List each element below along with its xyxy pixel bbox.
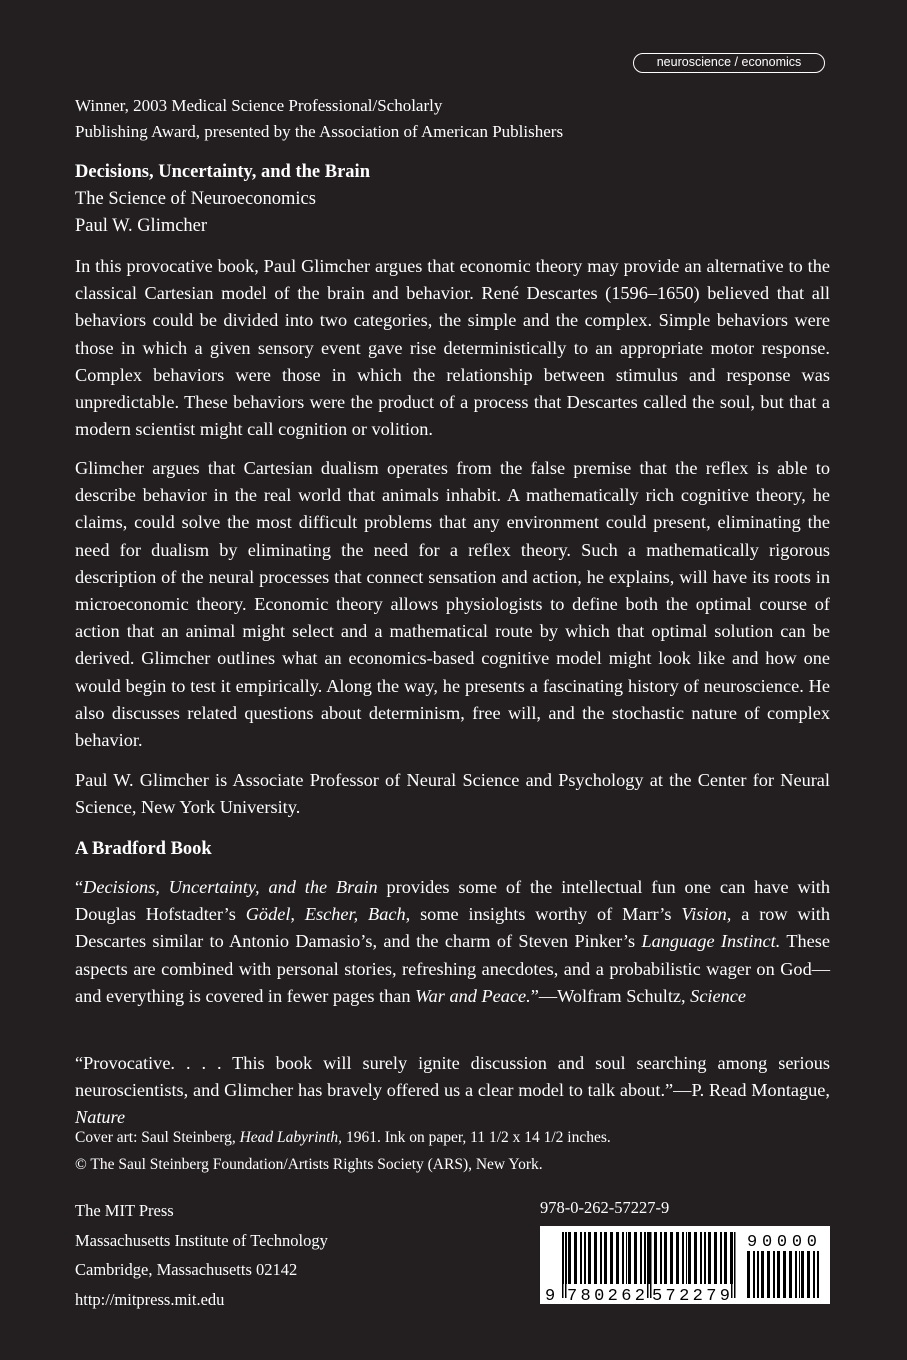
barcode-bar [604,1232,607,1284]
review-quote-2 [75,1050,830,1132]
publisher-name: The MIT Press [75,1201,174,1220]
award-line-2: Publishing Award, presented by the Association of American Publishers [75,121,564,141]
barcode-bar [720,1232,722,1284]
barcode-bar [622,1232,624,1284]
barcode-guard-bar [647,1232,649,1298]
quote-title-geb: Gödel, Escher, Bach, [245,904,411,925]
award-notice [75,93,835,144]
imprint-label: A Bradford Book [75,839,212,859]
barcode-bar [688,1232,691,1284]
isbn-number: 978-0-262-57227-9 [540,1198,670,1217]
barcode-bar [616,1232,619,1284]
barcode-bar [724,1232,727,1284]
barcode-bar [757,1251,759,1298]
award-line-1: Winner, 2003 Medical Science Professional/Scholarly [75,96,443,115]
category-tag: neuroscience / economics [633,53,825,73]
barcode-bar [700,1232,702,1284]
quote-attribution: ”—Wolfram Schultz, [530,985,691,1006]
author-bio: Paul W. Glimcher is Associate Professor of Neural Science and Psychology at the Center for Neural Science, New York University. [75,770,830,818]
barcode-bar [682,1232,684,1284]
cover-art-suffix: 1961. Ink on paper, 11 1/2 x 14 1/2 inches. [342,1129,611,1146]
quote-source: Nature [75,1107,126,1128]
cover-art-credit [75,1124,835,1178]
quote-text: a row with Descartes similar to Antonio Damasio’s, and the charm of Steven Pinker’s [75,904,831,952]
barcode-bar [580,1232,582,1284]
barcode-bar [773,1251,775,1298]
description-paragraph-2: Glimcher argues that Cartesian dualism operates from the false premise that the reflex is able to describe behavior in the real world that animals inhabit. A mathematically rich cognitive theory, he claims, could solve the most difficult problems that any environment could present, eliminating the need for dualism by eliminating the need for a reflex theory. Such a mathematically rigorous description of the neural processes that connect sensation and action, he explains, will have its roots in microeconomic theory. Economic theory allows physiologists to define both the optimal course of action that an animal might select and a mathematical route by which that optimal solution can be derived. Glimcher outlines what an economics-based cognitive model might look like and how one would begin to test it empirically. Along the way, he presents a fascinating history of neuroscience. He also discusses related questions about determinism, free will, and the stochastic nature of complex behavior. [75,458,830,751]
barcode-graphic [540,1226,830,1304]
publisher-institution: Massachusetts Institute of Technology [75,1230,328,1250]
barcode-bar [628,1232,631,1284]
barcode-leading-digit: 9 [545,1287,556,1304]
barcode-guard-bar [731,1232,733,1298]
barcode-bar [610,1232,613,1284]
barcode-addon-digits: 90000 [747,1233,817,1252]
cover-art-line [75,1124,835,1151]
description-paragraph-1: In this provocative book, Paul Glimcher argues that economic theory may provide an alternative to the classical Cartesian model of the brain and behavior. René Descartes (1596–1650) believed that all behaviors could be divided into two categories, the simple and the complex. Simple behaviors were those in which a given sensory event gave rise deterministically to an appropriate motor response. Complex behaviors were those in which the relationship between stimulus and response was unpredictable. These behaviors were the product of a process that Descartes called the soul, but that a modern scientist might call cognition or volition. [75,256,830,440]
barcode-bar [747,1251,750,1298]
barcode-guard-bar [734,1232,736,1298]
barcode-bar [654,1232,657,1284]
quote-source: Science [690,985,746,1006]
book-title: Decisions, Uncertainty, and the Brain [75,162,370,182]
barcode-bar [777,1251,780,1298]
quote-text: “Provocative. . . . This book will surely ignite discussion and soul searching among serious neuroscientists, and Glimcher has bravely offered us a clear model to talk about.”—P. Read Montague, [75,1053,830,1101]
quote-text: These aspects are combined with personal stories, refreshing anecdotes, and a probabilistic wager on God—and everything is covered in fewer pages than [75,931,830,1006]
barcode-bar [767,1251,770,1298]
barcode-bar [686,1232,687,1284]
quote-text: provides some of the intellectual fun one can have with Douglas Hofstadter’s [75,877,831,925]
barcode-bar [594,1232,597,1284]
barcode-bar [694,1232,697,1284]
barcode-bar [807,1251,810,1298]
barcode-bar [574,1232,577,1284]
barcode-bar [783,1251,786,1298]
publisher-block [75,1196,328,1314]
barcode-bar [714,1232,717,1284]
barcode-bar [795,1251,797,1298]
barcode-bar [676,1232,679,1284]
publisher-url[interactable]: http://mitpress.mit.edu [75,1289,225,1309]
isbn-barcode [540,1226,830,1304]
barcode-bar [708,1232,711,1284]
barcode-bar [670,1232,673,1284]
barcode-bar [660,1232,662,1284]
barcode-bar [801,1251,804,1298]
barcode-bar [761,1251,764,1298]
cover-art-work: Head Labyrinth, [239,1129,343,1146]
cover-art-prefix: Cover art: Saul Steinberg, [75,1129,240,1146]
publisher-city: Cambridge, Massachusetts 02142 [75,1260,298,1279]
barcode-bar [634,1232,637,1284]
title-block [75,159,835,240]
barcode-guard-bar [562,1232,564,1298]
barcode-bar [664,1232,667,1284]
barcode-bar [817,1251,819,1298]
barcode-left-digits: 780262 [567,1287,645,1304]
barcode-bar [644,1232,646,1284]
barcode-bar [704,1232,706,1284]
quote-title-war-and-peace: War and Peace. [415,985,531,1006]
barcode-bar [799,1251,800,1298]
barcode-bar [600,1232,602,1284]
barcode-bar [640,1232,642,1284]
barcode-bar [568,1232,571,1284]
quote-text: some insights worthy of Marr’s [410,904,682,925]
barcode-bar [588,1232,591,1284]
barcode-bar [813,1251,815,1298]
quote-title-vision: Vision, [681,904,732,925]
book-author: Paul W. Glimcher [75,216,208,236]
copyright-line: © The Saul Steinberg Foundation/Artists Rights Society (ARS), New York. [75,1156,543,1173]
review-quote-1 [75,874,830,1010]
barcode-right-digits: 572279 [652,1287,730,1304]
quote-title-book: Decisions, Uncertainty, and the Brain [83,877,378,897]
barcode-bar [626,1232,627,1284]
book-subtitle: The Science of Neuroeconomics [75,189,316,209]
barcode-bar [753,1251,755,1298]
barcode-bar [584,1232,586,1284]
quote-mark: “ [75,877,84,897]
barcode-bar [789,1251,792,1298]
quote-title-language-instinct: Language Instinct. [641,931,781,952]
